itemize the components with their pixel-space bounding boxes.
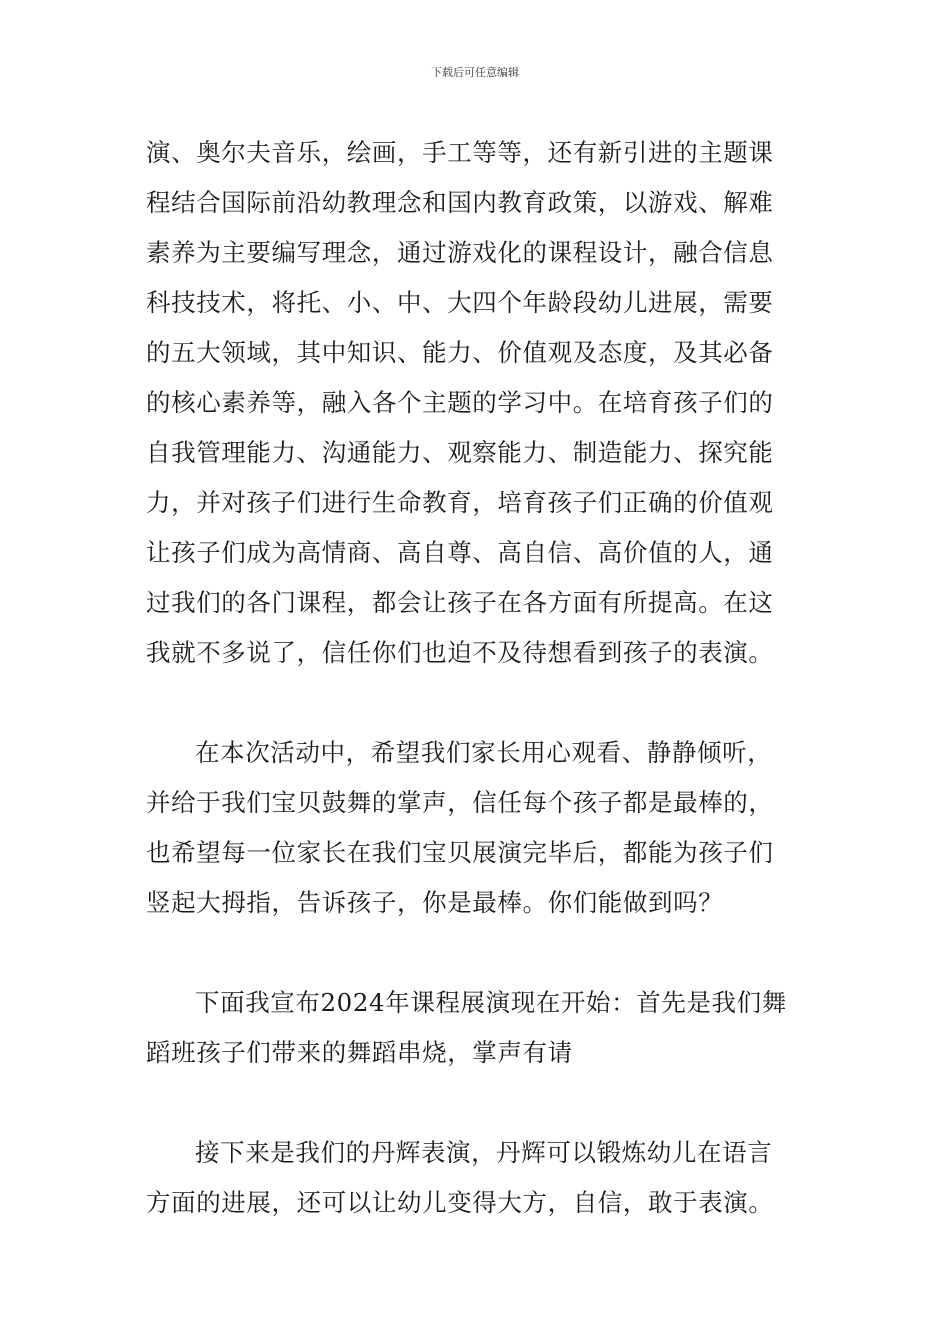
text-line: 也希望每一位家长在我们宝贝展演完毕后，都能为孩子们	[146, 838, 774, 867]
text-line: 演、奥尔夫音乐，绘画，手工等等，还有新引进的主题课	[146, 138, 774, 167]
text-line: 程结合国际前沿幼教理念和国内教育政策，以游戏、解难	[146, 188, 774, 217]
text-line: 科技技术，将托、小、中、大四个年龄段幼儿进展，需要	[146, 288, 774, 317]
text-line: 接下来是我们的丹辉表演，丹辉可以锻炼幼儿在语言	[195, 1138, 773, 1167]
paragraph	[146, 728, 810, 928]
text-line: 我就不多说了，信任你们也迫不及待想看到孩子的表演。	[146, 638, 774, 667]
text-line: 让孩子们成为高情商、高自尊、高自信、高价值的人，通	[146, 538, 774, 567]
text-line: 蹈班孩子们带来的舞蹈串烧，掌声有请	[146, 1038, 573, 1067]
text-line: 下面我宣布2024年课程展演现在开始：首先是我们舞	[195, 988, 787, 1017]
text-line: 的核心素养等，融入各个主题的学习中。在培育孩子们的	[146, 388, 774, 417]
text-line: 在本次活动中，希望我们家长用心观看、静静倾听，	[195, 738, 773, 767]
text-line: 并给于我们宝贝鼓舞的掌声，信任每个孩子都是最棒的，	[146, 788, 774, 817]
text-line: 的五大领域，其中知识、能力、价值观及态度，及其必备	[146, 338, 774, 367]
text-line: 素养为主要编写理念，通过游戏化的课程设计，融合信息	[146, 238, 774, 267]
paragraph	[146, 128, 810, 678]
text-line: 过我们的各门课程，都会让孩子在各方面有所提高。在这	[146, 588, 774, 617]
page-header: 下载后可任意编辑	[431, 66, 519, 79]
paragraph	[146, 1128, 810, 1228]
text-line: 力，并对孩子们进行生命教育，培育孩子们正确的价值观	[146, 488, 774, 517]
text-line: 自我管理能力、沟通能力、观察能力、制造能力、探究能	[146, 438, 774, 467]
text-line: 竖起大拇指，告诉孩子，你是最棒。你们能做到吗？	[146, 888, 724, 917]
document-body	[146, 128, 810, 1278]
paragraph	[146, 978, 810, 1078]
text-line: 方面的进展，还可以让幼儿变得大方，自信，敢于表演。	[146, 1188, 774, 1217]
